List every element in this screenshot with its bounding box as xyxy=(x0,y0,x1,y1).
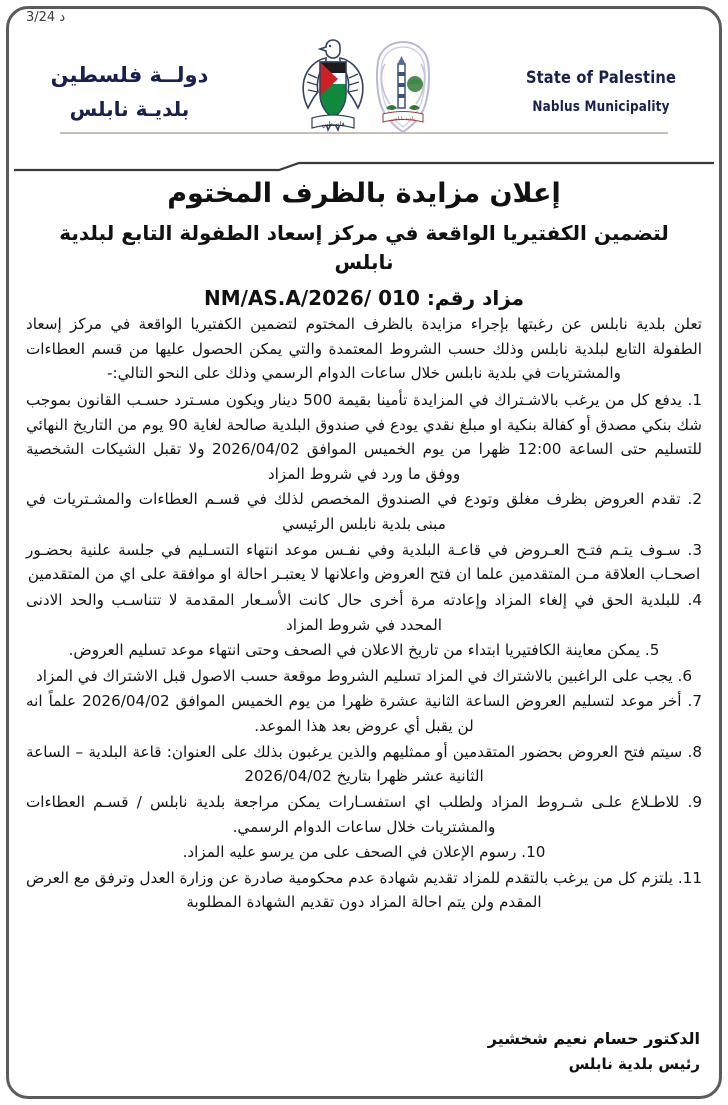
clause-item: 3. سـوف يتـم فتـح العـروض في قاعـة البلدية وفي نفـس موعد انتهاء التسـليم في جلسة علنية بحضـور اصحـاب العلاقة مـن المتقدمين علما ان فتح العروض واعلانها لا يعتبـر احالة او موافقة على اي من المتقدمين xyxy=(26,540,702,584)
header-english-line1: State of Palestine xyxy=(525,67,677,88)
clause-item: 7. أخر موعد لتسليم العروض الساعة الثانية عشرة ظهرا من يوم الخميس الموافق 2026/04/02 علماً انه لن يقبل أي عروض بعد هذا الموعد. xyxy=(26,692,703,735)
clause-item: 1. يدفع كل من يرغب بالاشـتراك في المزايدة تأمينا بقيمة 500 دينار ويكون مسـترد حسـب القانون بموجب شك بنكي مصدق أو كفالة بنكية او مبلغ نقدي يودع في صندوق البلدية صالحة لغاية 90 يوم من التاريخ النهائي للتسليم حتى الساعة 12:00 ظهرا من يوم الخميس الموافق 2026/04/02 ولا تقبل الشيكات الشخصية ووفق ما ورد في شروط المزاد xyxy=(26,390,702,483)
palestine-eagle-emblem-icon xyxy=(298,38,368,146)
svg-text:فلسطين: فلسطين xyxy=(320,120,345,128)
auction-number: مزاد رقم: 010 /NM/AS.A/2026 xyxy=(203,286,525,311)
header-arabic-line2: بلديـة نابلس xyxy=(69,96,190,121)
clause-item: 10. رسوم الإعلان في الصحف على من يرسو عليه المزاد. xyxy=(182,843,546,862)
signature-block xyxy=(488,1027,700,1076)
clause-item: 9. للاطـلاع علـى شـروط المزاد ولطلب اي استفسـارات يمكن مراجعة بلدية نابلس / قسـم العطاءات والمشتريات خلال ساعات الدوام الرسمي. xyxy=(26,792,702,836)
page-title: إعلان مزايدة بالظرف المختوم xyxy=(167,178,561,209)
emblems-group xyxy=(292,38,442,146)
corner-reference-mark: د 3/24 xyxy=(26,10,66,25)
signatory-title: رئيس بلدية نابلس xyxy=(568,1054,700,1073)
header-divider-stepped xyxy=(14,158,714,170)
announcement-body xyxy=(26,312,702,916)
clause-item: 8. سيتم فتح العروض بحضور المتقدمين أو ممثليهم والذين يرغبون بذلك على العنوان: قاعة البلدية – الساعة الثانية عشر ظهرا بتاريخ 2026/04/02 xyxy=(26,742,702,786)
header-arabic-block xyxy=(22,60,237,124)
clause-item: 5. يمكن معاينة الكافتيريا ابتداء من تاريخ الاعلان في الصحف وحتى انتهاء موعد تسليم العروض. xyxy=(68,641,660,660)
title-block xyxy=(30,176,698,310)
intro-paragraph: تعلن بلدية نابلس عن رغبتها بإجراء مزايدة بالظرف المختوم لتضمين الكفتيريا الواقعة في مركز إسعاد الطفولة التابع لبلدية نابلس وذلك حسب الشروط المعتمدة والتي يمكن الحصول عليها من قسم العطاءات والمشتريات في بلدية نابلس خلال ساعات الدوام الرسمي وذلك على النحو التالي:- xyxy=(26,315,702,383)
clause-item: 4. للبلدية الحق في إلغاء المزاد وإعادته مرة أخرى حال كانت الأسـعار المقدمة لا تتناسـب والحد الادنى المحدد في شروط المزاد xyxy=(26,590,702,634)
nablus-municipality-crest-icon xyxy=(370,38,436,146)
clause-item: 11. يلتزم كل من يرغب بالتقدم للمزاد تقديم شهادة عدم محكومية صادرة عن وزارة العدل وترفق مع العرض المقدم ولن يتم احالة المزاد دون تقديم الشهادة المطلوبة xyxy=(26,868,702,912)
header-english-line2: Nablus Municipality xyxy=(532,99,670,116)
header-english-block xyxy=(511,65,692,119)
header-arabic-line1: دولــة فلسطين xyxy=(50,63,209,88)
clause-item: 2. تقدم العروض بظرف مغلق وتودع في الصندوق المخصص لذلك في قسـم العطاءات والمشـتريات في مبنى بلدية نابلس الرئيسي xyxy=(26,490,702,533)
page-subtitle: لتضمين الكفتيريا الواقعة في مركز إسعاد الطفولة التابع لبلدية نابلس xyxy=(59,221,669,275)
svg-text:بلدية نابلس: بلدية نابلس xyxy=(390,116,415,122)
header-divider-beige xyxy=(60,132,668,134)
signatory-name: الدكتور حسام نعيم شخشير xyxy=(487,1028,700,1048)
clause-item: 6. يجب على الراغبين بالاشتراك في المزاد تسليم الشروط موقعة حسب الاصول قبل الاشتراك في المزاد xyxy=(35,666,692,685)
